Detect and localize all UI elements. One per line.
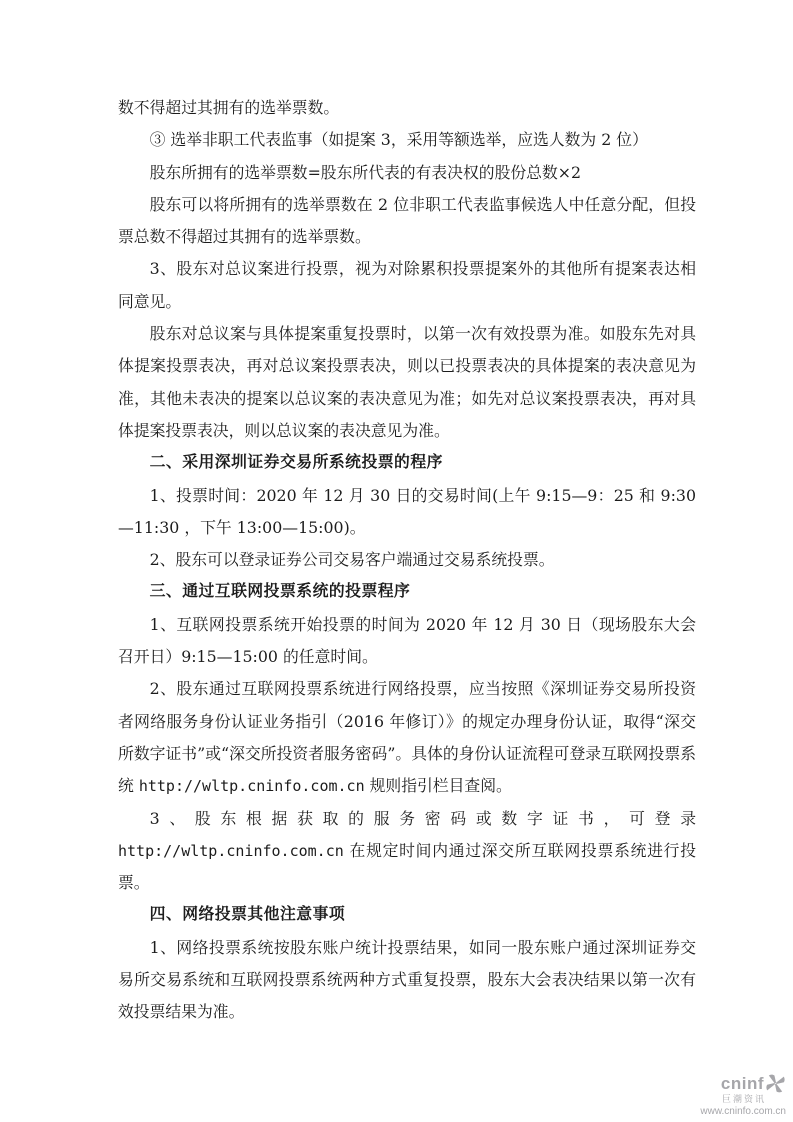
paragraph-vote-formula: 股东所拥有的选举票数=股东所代表的有表决权的股份总数×2 bbox=[149, 162, 582, 182]
paragraph-text: 规则指引栏目查阅。 bbox=[364, 776, 512, 796]
paragraph-identity-authentication bbox=[118, 673, 696, 802]
document-body bbox=[118, 92, 696, 1029]
cninfo-pinwheel-icon bbox=[765, 1073, 786, 1094]
cninfo-logo-text: cninf bbox=[720, 1073, 764, 1093]
paragraph-text: 在规定时间内通过深交所互联网投票系统进行投票。 bbox=[118, 840, 696, 893]
paragraph-broker-client-vote: 2、股东可以登录证券公司交易客户端通过交易系统投票。 bbox=[149, 550, 555, 570]
paragraph-general-proposal-vote: 3、股东对总议案进行投票，视为对除累积投票提案外的其他所有提案表达相同意见。 bbox=[118, 259, 696, 311]
section-heading-3: 三、通过互联网投票系统的投票程序 bbox=[149, 583, 411, 601]
voting-system-url: http://wltp.cninfo.com.cn bbox=[118, 841, 344, 860]
paragraph-internet-vote-time: 1、互联网投票系统开始投票的时间为 2020 年 12 月 30 日（现场股东大会召开日）9:15—15:00 的任意时间。 bbox=[118, 614, 696, 667]
section-heading-4: 四、网络投票其他注意事项 bbox=[149, 906, 346, 924]
cninfo-watermark bbox=[700, 1073, 786, 1117]
cninfo-website: www.cninfo.com.cn bbox=[700, 1105, 786, 1117]
paragraph-election-item-3: ③ 选举非职工代表监事（如提案 3，采用等额选举，应选人数为 2 位） bbox=[149, 130, 648, 150]
section-heading-2: 二、采用深圳证券交易所系统投票的程序 bbox=[149, 454, 443, 472]
cninfo-chinese-name: 巨潮资讯 bbox=[721, 1094, 766, 1105]
paragraph-login-vote bbox=[118, 803, 696, 900]
voting-system-url: http://wltp.cninfo.com.cn bbox=[138, 777, 365, 796]
paragraph-duplicate-vote-rule: 股东对总议案与具体提案重复投票时，以第一次有效投票为准。如股东先对具体提案投票表决，再对总议案投票表决，则以已投票表决的具体提案的表决意见为准，其他未表决的提案以总议案的表决意见为准；如先对总议案投票表决，再对具体提案投票表决，则以总议案的表决意见为准。 bbox=[118, 324, 696, 440]
paragraph-vote-allocation: 股东可以将所拥有的选举票数在 2 位非职工代表监事候选人中任意分配，但投票总数不得超过其拥有的选举票数。 bbox=[118, 194, 696, 247]
paragraph-text: 3、股东根据获取的服务密码或数字证书，可登录 bbox=[149, 808, 696, 828]
paragraph-text: 2、股东通过互联网投票系统进行网络投票，应当按照《深圳证券交易所投资者网络服务身份认证业务指引（2016 年修订）》的规定办理身份认证，取得“深交所数字证书”或“深交所投资者服务密码”。具体的身份认证流程可登录互联网投票系统 bbox=[118, 679, 696, 796]
paragraph-duplicate-channel-rule: 1、网络投票系统按股东账户统计投票结果，如同一股东账户通过深圳证券交易所交易系统和互联网投票系统两种方式重复投票，股东大会表决结果以第一次有效投票结果为准。 bbox=[118, 937, 696, 1022]
paragraph-continuation: 数不得超过其拥有的选举票数。 bbox=[118, 98, 340, 117]
paragraph-vote-time: 1、投票时间：2020 年 12 月 30 日的交易时间(上午 9:15—9：25 和 9:30—11:30 ，下午 13:00—15:00)。 bbox=[118, 485, 696, 537]
